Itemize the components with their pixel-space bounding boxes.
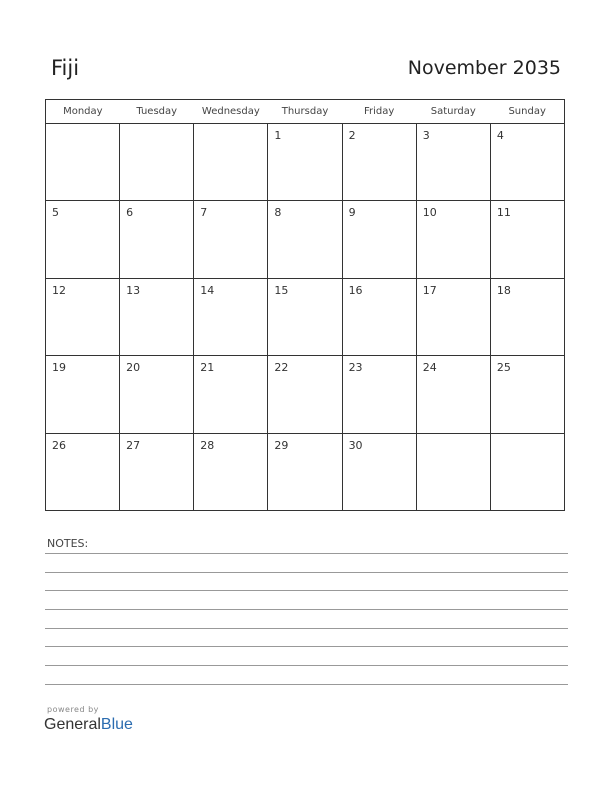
day-cell — [416, 278, 490, 355]
day-cell — [490, 124, 564, 201]
country-title: Fiji — [51, 56, 80, 80]
day-number: 24 — [422, 361, 437, 375]
day-cell — [490, 433, 564, 510]
note-line[interactable] — [45, 572, 568, 573]
day-number: 4 — [496, 129, 504, 142]
day-cell — [342, 356, 416, 433]
day-number: 2 — [348, 129, 356, 142]
day-number: 21 — [200, 361, 215, 375]
day-cell — [46, 124, 120, 201]
day-number: 19 — [52, 361, 66, 375]
weekday-header: Sunday — [490, 100, 564, 124]
day-number: 20 — [126, 361, 141, 375]
day-number: 16 — [348, 283, 363, 297]
day-number: 27 — [126, 438, 141, 452]
week-row — [46, 201, 565, 278]
day-cell — [490, 356, 564, 433]
day-cell — [194, 356, 268, 433]
day-number: 1 — [274, 129, 282, 142]
powered-by-text: powered by — [47, 705, 99, 714]
day-cell — [46, 433, 120, 510]
day-cell — [416, 201, 490, 278]
day-number: 13 — [126, 283, 141, 297]
day-cell — [194, 278, 268, 355]
day-number: 3 — [422, 129, 430, 142]
day-number: 23 — [348, 361, 363, 375]
day-cell — [416, 433, 490, 510]
day-number: 12 — [52, 283, 66, 297]
day-number: 9 — [348, 206, 356, 220]
day-cell — [120, 278, 194, 355]
day-number: 11 — [496, 206, 511, 220]
day-cell — [268, 356, 342, 433]
day-cell — [268, 433, 342, 510]
note-line[interactable] — [45, 665, 568, 666]
day-number: 30 — [348, 438, 363, 452]
day-number: 29 — [274, 438, 289, 452]
day-cell — [416, 356, 490, 433]
day-number: 18 — [496, 283, 511, 297]
day-cell — [342, 433, 416, 510]
weekday-header-row — [46, 100, 565, 124]
day-cell — [194, 433, 268, 510]
weekday-header: Saturday — [416, 100, 490, 124]
day-cell — [268, 278, 342, 355]
day-cell — [46, 278, 120, 355]
month-year-title: November 2035 — [407, 57, 561, 79]
day-number — [491, 434, 564, 439]
calendar-grid — [45, 99, 565, 511]
day-number: 15 — [274, 283, 289, 297]
day-number: 7 — [200, 206, 208, 220]
day-cell — [46, 356, 120, 433]
day-cell — [416, 124, 490, 201]
day-number: 26 — [52, 438, 66, 452]
weekday-header: Thursday — [268, 100, 342, 124]
day-cell — [268, 201, 342, 278]
week-row — [46, 124, 565, 201]
day-number — [194, 124, 267, 129]
day-number — [46, 124, 119, 129]
note-line[interactable] — [45, 646, 568, 647]
note-line[interactable] — [45, 628, 568, 629]
day-number: 8 — [274, 206, 282, 220]
day-cell — [342, 201, 416, 278]
day-cell — [46, 201, 120, 278]
generalblue-logo[interactable] — [44, 716, 133, 734]
day-cell — [194, 201, 268, 278]
day-number: 6 — [126, 206, 134, 220]
notes-label: NOTES: — [47, 537, 89, 550]
brand-name-blue: Blue — [100, 716, 133, 733]
day-number: 17 — [422, 283, 437, 297]
day-cell — [194, 124, 268, 201]
week-row — [46, 278, 565, 355]
weekday-header: Wednesday — [194, 100, 268, 124]
day-cell — [120, 433, 194, 510]
day-number: 14 — [200, 283, 215, 297]
brand-name-general: General — [44, 716, 101, 733]
day-number: 28 — [200, 438, 215, 452]
day-number: 10 — [422, 206, 437, 220]
note-line[interactable] — [45, 590, 568, 591]
note-line[interactable] — [45, 609, 568, 610]
day-cell — [490, 201, 564, 278]
day-number — [417, 434, 490, 439]
day-cell — [342, 124, 416, 201]
day-cell — [120, 201, 194, 278]
day-cell — [120, 356, 194, 433]
day-cell — [120, 124, 194, 201]
day-number: 25 — [496, 361, 511, 375]
day-cell — [342, 278, 416, 355]
day-number: 5 — [52, 206, 59, 220]
week-row — [46, 433, 565, 510]
weekday-header: Friday — [342, 100, 416, 124]
weekday-header: Monday — [46, 100, 120, 124]
day-cell — [490, 278, 564, 355]
day-cell — [268, 124, 342, 201]
weekday-header: Tuesday — [120, 100, 194, 124]
week-row — [46, 356, 565, 433]
note-line[interactable] — [45, 684, 568, 685]
note-line[interactable] — [45, 553, 568, 554]
day-number: 22 — [274, 361, 289, 375]
day-number — [120, 124, 193, 129]
